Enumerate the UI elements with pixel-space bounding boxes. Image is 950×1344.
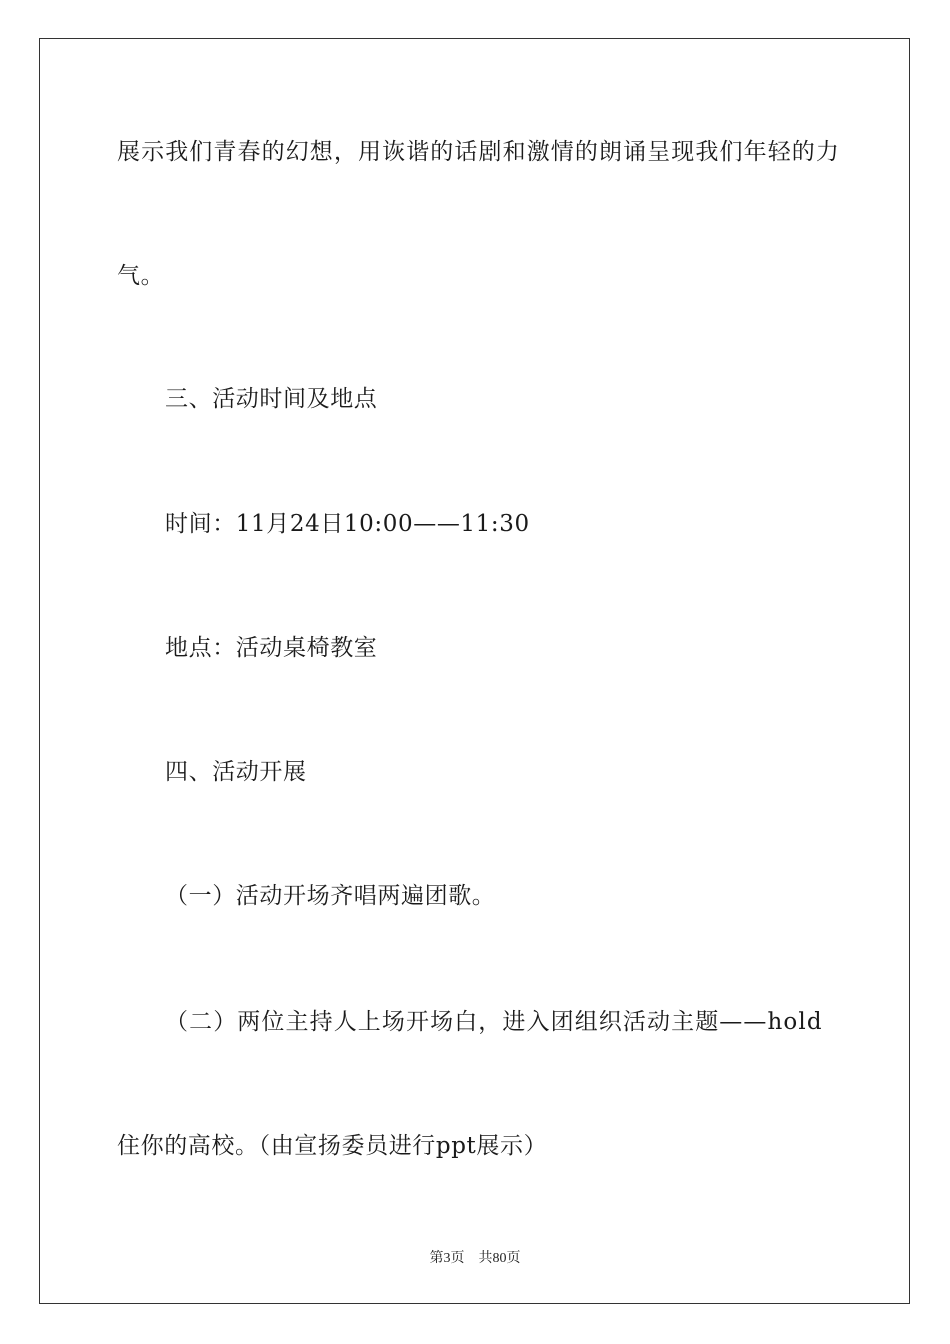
activity-item-2: （二）两位主持人上场开场白，进入团组织活动主题——hold [165, 1009, 823, 1035]
page-footer [0, 1247, 950, 1267]
activity-item-2-continued: 住你的高校。（由宣扬委员进行ppt展示） [117, 1133, 548, 1159]
event-time: 时间：11月24日10:00——11:30 [165, 511, 530, 537]
section-heading-activities: 四、活动开展 [165, 759, 307, 785]
event-location: 地点：活动桌椅教室 [165, 635, 378, 661]
page-total: 共80页 [478, 1251, 521, 1266]
page-border [39, 38, 910, 1304]
page-number: 第3页 [429, 1251, 465, 1266]
body-paragraph-line: 气。 [117, 263, 165, 289]
section-heading-time-place: 三、活动时间及地点 [165, 386, 378, 412]
body-paragraph-line: 展示我们青春的幻想，用诙谐的话剧和激情的朗诵呈现我们年轻的力 [117, 139, 840, 165]
activity-item-1: （一）活动开场齐唱两遍团歌。 [165, 883, 496, 909]
